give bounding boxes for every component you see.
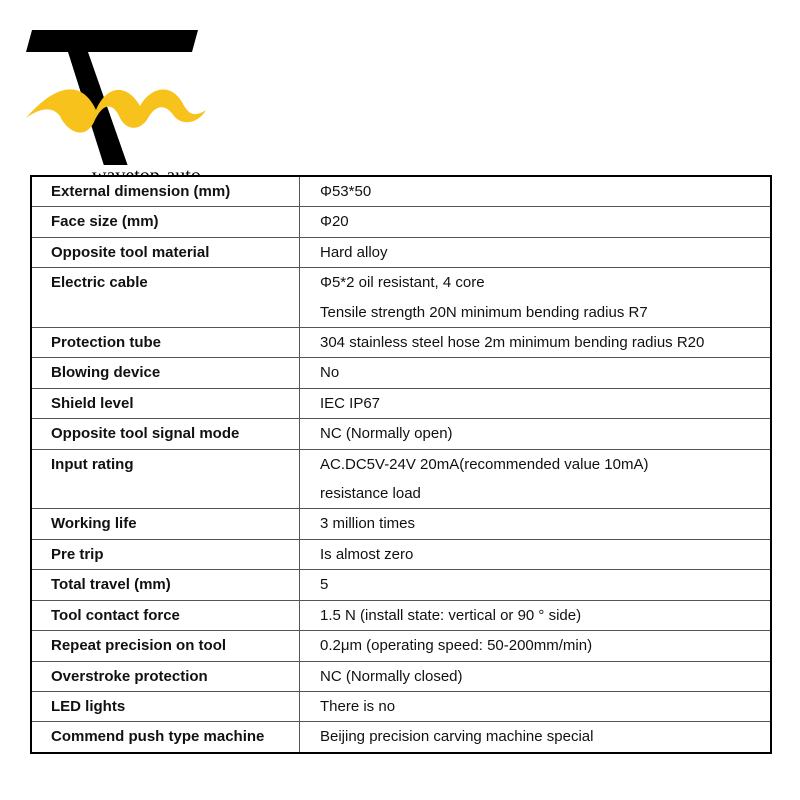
spec-value-line: NC (Normally closed): [320, 667, 463, 685]
spec-value-line: 1.5 N (install state: vertical or 90 ° side): [320, 606, 582, 624]
spec-row: [32, 328, 770, 358]
spec-label: Face size (mm): [32, 207, 300, 236]
spec-value: [300, 662, 770, 691]
spec-label: External dimension (mm): [32, 177, 300, 206]
spec-row: [32, 722, 770, 751]
spec-row: [32, 509, 770, 539]
spec-value-line: Tensile strength 20N minimum bending radius R7: [320, 303, 648, 321]
spec-value-line: resistance load: [320, 485, 421, 503]
spec-label: Protection tube: [32, 328, 300, 357]
spec-value: [300, 540, 770, 569]
spec-row: [32, 389, 770, 419]
spec-value: [300, 268, 770, 327]
spec-value: [300, 419, 770, 448]
spec-value-line: 3 million times: [320, 515, 416, 533]
spec-row: [32, 540, 770, 570]
spec-value-line: Φ20: [320, 213, 349, 231]
spec-row: [32, 692, 770, 722]
spec-value-line: Hard alloy: [320, 243, 388, 261]
spec-row: [32, 601, 770, 631]
spec-value-line: 304 stainless steel hose 2m minimum bending radius R20: [320, 334, 705, 352]
spec-value: [300, 389, 770, 418]
spec-row: [32, 450, 770, 510]
spec-label: Working life: [32, 509, 300, 538]
spec-row: [32, 207, 770, 237]
spec-value-line: Is almost zero: [320, 545, 414, 563]
spec-value-line: Beijing precision carving machine special: [320, 728, 594, 746]
spec-value: [300, 450, 770, 509]
spec-label: Commend push type machine: [32, 722, 300, 751]
spec-value-line: 5: [320, 576, 329, 594]
spec-label: Input rating: [32, 450, 300, 509]
spec-value-line: There is no: [320, 697, 396, 715]
spec-row: [32, 631, 770, 661]
spec-label: Total travel (mm): [32, 570, 300, 599]
spec-label: LED lights: [32, 692, 300, 721]
spec-value: [300, 601, 770, 630]
spec-value: [300, 631, 770, 660]
spec-value-line: AC.DC5V-24V 20mA(recommended value 10mA): [320, 455, 649, 473]
spec-value: [300, 358, 770, 387]
spec-label: Overstroke protection: [32, 662, 300, 691]
spec-value-line: No: [320, 364, 340, 382]
spec-value-line: NC (Normally open): [320, 425, 453, 443]
spec-label: Shield level: [32, 389, 300, 418]
spec-label: Opposite tool signal mode: [32, 419, 300, 448]
spec-value-line: Φ53*50: [320, 183, 372, 200]
spec-label: Tool contact force: [32, 601, 300, 630]
spec-value: [300, 509, 770, 538]
spec-value-line: Φ5*2 oil resistant, 4 core: [320, 274, 485, 292]
spec-row: [32, 268, 770, 328]
spec-value: [300, 328, 770, 357]
spec-row: [32, 419, 770, 449]
spec-row: [32, 238, 770, 268]
spec-row: [32, 177, 770, 207]
spec-row: [32, 358, 770, 388]
spec-value: [300, 692, 770, 721]
spec-label: Electric cable: [32, 268, 300, 327]
spec-label: Opposite tool material: [32, 238, 300, 267]
spec-value: [300, 238, 770, 267]
spec-label: Repeat precision on tool: [32, 631, 300, 660]
spec-value: [300, 722, 770, 751]
spec-value-line: 0.2μm (operating speed: 50-200mm/min): [320, 637, 593, 655]
spec-value: [300, 177, 770, 206]
spec-value: [300, 207, 770, 236]
spec-label: Blowing device: [32, 358, 300, 387]
wavetop-logo-icon: [22, 26, 232, 174]
spec-table: [30, 175, 772, 754]
brand-logo: [22, 26, 232, 174]
spec-row: [32, 662, 770, 692]
spec-value: [300, 570, 770, 599]
spec-label: Pre trip: [32, 540, 300, 569]
spec-value-line: IEC IP67: [320, 394, 381, 412]
spec-row: [32, 570, 770, 600]
